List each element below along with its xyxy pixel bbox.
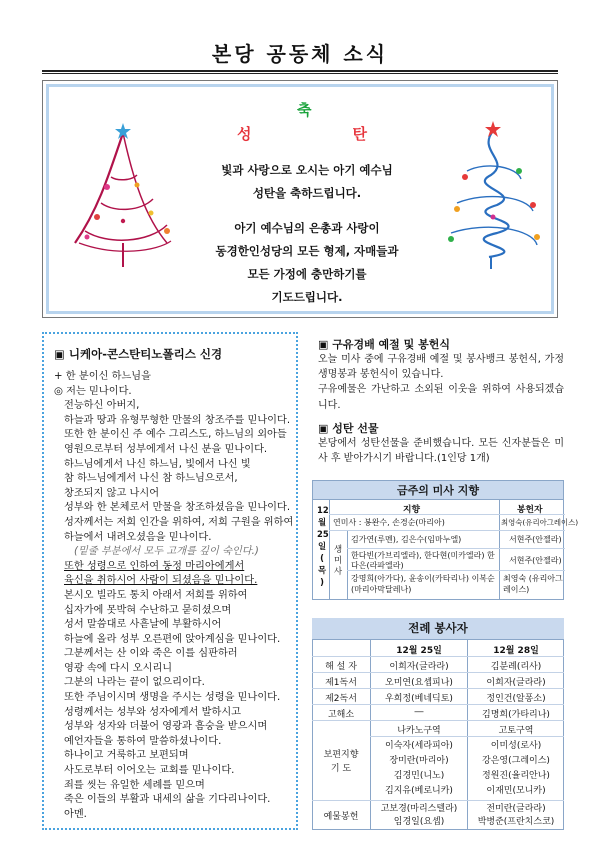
liturgy-server: 강은영(그레이스) [482, 756, 550, 766]
liturgy-group-1-names [372, 739, 466, 799]
date-part: ( [320, 553, 324, 563]
card-inner-frame [46, 84, 554, 314]
liturgy-server: 이숙자(세라피아) [385, 741, 453, 751]
liturgy-role-offering: 예물봉헌 [323, 812, 359, 822]
mass-donor: 최영숙(유리아그레이스) [501, 518, 579, 527]
col-intention-header: 지향 [403, 505, 420, 515]
creed-text [54, 370, 294, 822]
mass-donor: 서현주(안젤라) [509, 556, 562, 565]
mass-label [334, 544, 342, 577]
liturgy-server: 전미란(글라라) [486, 804, 546, 814]
gift-body: 본당에서 성탄선물을 준비했습니다. 모든 신자분들은 미사 후 받아가시기 바랍니다.(1인당 1개) [318, 438, 564, 465]
relief-body [318, 352, 564, 413]
date-part: 월 [317, 517, 327, 527]
mass-table-header: 금주의 미사 지향 [312, 480, 564, 500]
greeting-line: 모든 가정에 충만하기를 [247, 267, 367, 281]
greeting-seongtan [237, 123, 367, 144]
title-rule [42, 70, 558, 72]
mass-intention: 강명희(아가다), 윤송이(카타리나) 이복순(마리아막달레나) [351, 574, 495, 594]
relief-title: ▣ 구유경배 예절 및 봉헌식 [318, 338, 450, 351]
creed-line: 성서 말씀대로 사흗날에 부활하시어 [64, 619, 222, 631]
creed-line-underlined: 육신을 취하시어 사람이 되셨음을 믿나이다. [64, 575, 258, 587]
liturgy-role-prayer: 보편지향 기 도 [323, 750, 359, 774]
grid-line [312, 720, 564, 721]
col-donor-header: 봉헌자 [517, 505, 543, 515]
grid-line [329, 500, 330, 600]
label-part: 미 [334, 555, 343, 565]
grid-line [467, 640, 468, 830]
creed-line: 예언자들을 통하여 말씀하셨나이다. [64, 735, 222, 747]
creed-line: 십자가에 못박혀 수난하고 묻히셨으며 [64, 604, 232, 616]
mass-intention: 한다빈(가브리엘라), 한다현(미카엘라) 한다은(라파엘라) [351, 551, 495, 570]
liturgy-server: 이희자(글라라) [486, 678, 546, 688]
mass-donor: 최영숙 (유리아그레이스) [503, 574, 563, 594]
liturgy-group-2: 고토구역 [498, 726, 534, 736]
creed-line: 하느님에게서 나신 하느님, 빛에서 나신 빛 [64, 458, 251, 470]
creed-line: 하늘과 땅과 유형무형한 만물의 창조주를 믿나이다. [64, 414, 291, 426]
greeting-line: 아기 예수님의 은총과 사랑이 [234, 221, 380, 235]
greeting-block-b [149, 217, 465, 309]
creed-line: + 한 분이신 하느님을 [54, 371, 151, 382]
creed-line: 성부와 한 본체로서 만물을 창조하셨음을 믿나이다. [64, 502, 291, 514]
date-part: ) [320, 577, 324, 587]
creed-line: 또한 주님이시며 생명을 주시는 성령을 믿나이다. [64, 692, 281, 704]
liturgy-server: 이미성(로사) [490, 741, 542, 751]
liturgy-server: 박병준(프란치스코) [477, 817, 555, 827]
grid-line [370, 736, 564, 737]
label-part: 사 [334, 566, 343, 576]
liturgy-table-header: 전례 봉사자 [312, 618, 564, 640]
christmas-greeting-card [42, 80, 558, 318]
creed-line: 아멘. [64, 808, 87, 820]
liturgy-server: ― [414, 707, 424, 717]
grid-line [312, 688, 564, 689]
mass-date [317, 504, 327, 588]
creed-line: 영원으로부터 성부에게서 나신 분을 믿나이다. [64, 443, 268, 455]
grid-line [312, 672, 564, 673]
mass-table [312, 500, 579, 600]
greeting-tan: 탄 [352, 125, 367, 143]
liturgy-server: 이재민(모니카) [486, 786, 546, 796]
creed-line: ◎ 저는 믿나이다. [54, 385, 132, 397]
creed-line: 본시오 빌라도 통치 아래서 저희를 위하여 [64, 589, 248, 601]
date-part: 일 [317, 541, 327, 551]
liturgy-server: 김지유(베로니카) [385, 786, 453, 796]
liturgy-server: 김분례(리사) [490, 662, 542, 672]
liturgy-server: 우희정(베네딕토) [385, 694, 453, 704]
date-part: 12 [317, 505, 329, 515]
liturgy-server: 임경일(요셉) [393, 817, 445, 827]
label-part: 생 [334, 544, 343, 554]
liturgy-server: 정인건(알퐁소) [486, 694, 546, 704]
creed-line: 하늘에 올라 성부 오른편에 앉아계심을 믿나이다. [64, 633, 281, 645]
creed-line: 성령께서는 성부와 성자에게서 발하시고 [64, 706, 242, 718]
liturgy-role: 제2독서 [325, 694, 357, 704]
greeting-chuk: 축 [297, 101, 312, 119]
grid-line [312, 704, 564, 705]
liturgy-date-2: 12월 28일 [493, 646, 539, 656]
creed-line: 하나이고 거룩하고 보편되며 [64, 750, 189, 762]
creed-box [42, 332, 298, 830]
page-title: 본당 공동체 소식 [211, 42, 389, 66]
liturgy-server: 김경민(니노) [393, 771, 445, 781]
creed-line: 성자께서는 저희 인간을 위하여, 저희 구원을 위하여 [64, 516, 294, 528]
liturgy-date-1: 12월 25일 [396, 646, 442, 656]
grid-line [312, 800, 564, 801]
creed-line: 참 하느님에게서 나신 참 하느님으로서, [64, 473, 238, 485]
creed-line: 사도로부터 이어오는 교회를 믿나이다. [64, 765, 235, 777]
liturgy-role: 제1독서 [325, 678, 357, 688]
liturgy-group-1: 나카노구역 [397, 726, 441, 736]
grid-line [329, 530, 565, 531]
greeting-line: 동경한인성당의 모든 형제, 자매들과 [215, 244, 399, 258]
creed-line: 하늘에서 내려오셨음을 믿나이다. [64, 531, 212, 543]
grid-line [499, 500, 500, 600]
relief-text-2: 구유예물은 가난하고 소외된 이웃을 위하여 사용되겠습니다. [318, 384, 564, 411]
grid-line [370, 640, 371, 830]
creed-line: 창조되지 않고 나시어 [64, 487, 160, 499]
liturgy-server: 고보경(마리스텔라) [380, 804, 458, 814]
creed-line: 그분의 나라는 끝이 없으리이다. [64, 677, 205, 689]
liturgy-server: 김명희(가타리나) [482, 710, 550, 720]
mass-intention: 연미사 : 봉완수, 손경순(마리아) [333, 518, 445, 527]
creed-line: 또한 한 분이신 주 예수 그리스도, 하느님의 외아들 [64, 429, 287, 441]
liturgy-server: 오미연(요셉피나) [385, 678, 453, 688]
liturgy-offering-2 [469, 803, 563, 829]
liturgy-role: 해 설 자 [325, 662, 357, 672]
creed-title: ▣ 니케아-콘스탄티노폴리스 신경 [54, 347, 223, 361]
creed-note: (밑줄 부분에서 모두 고개를 깊이 숙인다.) [74, 546, 259, 558]
greeting-line: 성탄을 축하드립니다. [252, 186, 362, 200]
grid-line [312, 656, 564, 657]
creed-line: 그분께서는 산 이와 죽은 이를 심판하러 [64, 648, 238, 660]
creed-line: 죄를 씻는 유일한 세례를 믿으며 [64, 779, 205, 791]
creed-line: 죽은 이들의 부활과 내세의 삶을 기다리나이다. [64, 794, 271, 806]
date-part: 25 [317, 529, 329, 539]
creed-line: 영광 속에 다시 오시리니 [64, 662, 173, 674]
mass-donor: 서현주(안젤라) [509, 535, 562, 544]
title-rule-thin [42, 73, 558, 74]
liturgy-server: 장미란(마리아) [389, 756, 449, 766]
greeting-seong: 성 [237, 125, 252, 143]
date-part: 목 [317, 565, 327, 575]
grid-line [347, 548, 565, 549]
liturgy-group-2-names [469, 739, 563, 799]
liturgy-role: 고해소 [327, 710, 355, 720]
creed-line: 성부와 성자와 더불어 영광과 흠숭을 받으시며 [64, 721, 268, 733]
mass-intention: 김가연(루멘), 김은수(임마누엘) [351, 535, 462, 544]
greeting-line: 빛과 사랑으로 오시는 아기 예수님 [221, 163, 393, 177]
liturgy-offering-1 [372, 803, 466, 829]
greeting-line: 기도드립니다. [271, 290, 343, 304]
creed-line-underlined: 또한 성령으로 인하여 동정 마리아에게서 [64, 560, 245, 572]
liturgy-server: 이희자(글라라) [389, 662, 449, 672]
relief-text: 오늘 미사 중에 구유경배 예절 및 봉사뱅크 봉헌식, 가정생명봉과 봉헌식이 있습니다. [318, 354, 564, 381]
creed-line: 전능하신 아버지, [64, 400, 140, 412]
greeting-block-a [149, 159, 465, 205]
liturgy-server: 정원진(율리안나) [482, 771, 550, 781]
grid-line [347, 530, 348, 600]
gift-title: ▣ 성탄 선물 [318, 422, 379, 435]
